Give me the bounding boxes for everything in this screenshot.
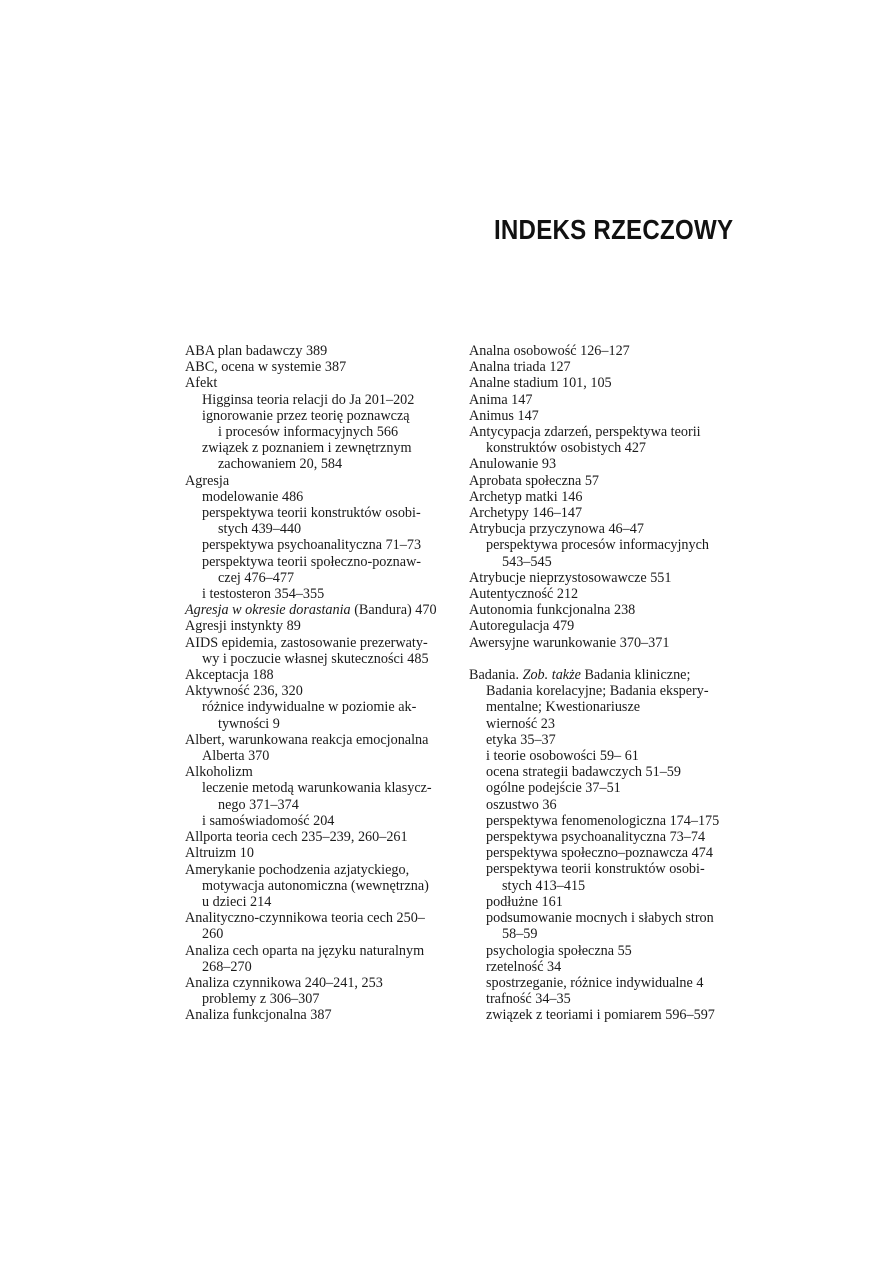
index-entry: Analiza czynnikowa 240–241, 253 (185, 974, 383, 991)
index-entry-continuation: nego 371–374 (218, 796, 299, 813)
index-entry: ABC, ocena w systemie 387 (185, 359, 347, 376)
index-entry-continuation: u dzieci 214 (202, 893, 272, 910)
index-entry: Agresja w okresie dorastania (Bandura) 470 (185, 602, 437, 619)
index-subentry: i testosteron 354–355 (202, 586, 325, 603)
index-entry: Amerykanie pochodzenia azjatyckiego, (185, 861, 410, 878)
index-entry: Badania. Zob. także Badania kliniczne; (469, 667, 691, 684)
index-entry: Awersyjne warunkowanie 370–371 (469, 634, 670, 651)
index-entry: Anulowanie 93 (469, 456, 557, 473)
index-subentry: etyka 35–37 (486, 731, 556, 748)
index-subentry: problemy z 306–307 (202, 991, 320, 1008)
index-subentry: perspektywa fenomenologiczna 174–175 (486, 812, 720, 829)
index-entry: AIDS epidemia, zastosowanie prezerwaty- (185, 634, 428, 651)
index-subentry: trafność 34–35 (486, 991, 571, 1008)
index-subentry: Higginsa teoria relacji do Ja 201–202 (202, 391, 415, 408)
index-subentry: podsumowanie mocnych i słabych stron (486, 910, 714, 927)
index-column-left (185, 343, 447, 1024)
index-subentry: perspektywa psychoanalityczna 73–74 (486, 829, 706, 846)
index-entry: Analna triada 127 (469, 359, 571, 376)
index-entry-continuation: 543–545 (502, 553, 552, 570)
index-entry: Atrybucje nieprzystosowawcze 551 (469, 569, 672, 586)
index-entry: Autoregulacja 479 (469, 618, 575, 635)
index-subentry: modelowanie 486 (202, 488, 304, 505)
index-subentry: psychologia społeczna 55 (486, 942, 632, 959)
index-subentry: związek z teoriami i pomiarem 596–597 (486, 1007, 715, 1024)
index-subentry: perspektywa psychoanalityczna 71–73 (202, 537, 422, 554)
index-entry: Archetyp matki 146 (469, 488, 583, 505)
index-subentry: perspektywa teorii społeczno-poznaw- (202, 553, 422, 570)
index-entry-continuation: zachowaniem 20, 584 (218, 456, 343, 473)
index-entry-continuation: 268–270 (202, 958, 252, 975)
index-subentry: wierność 23 (486, 715, 555, 732)
index-entry: Agresji instynkty 89 (185, 618, 301, 635)
italic-title: Agresja w okresie dorastania (185, 602, 351, 619)
index-entry: Aprobata społeczna 57 (469, 472, 600, 489)
index-entry: Afekt (185, 375, 218, 392)
index-subentry: podłużne 161 (486, 893, 563, 910)
index-subentry: spostrzeganie, różnice indywidualne 4 (486, 974, 704, 991)
index-subentry: leczenie metodą warunkowania klasycz- (202, 780, 432, 797)
index-entry-continuation: mentalne; Kwestionariusze (486, 699, 641, 716)
index-subentry: ogólne podejście 37–51 (486, 780, 621, 797)
index-entry: Antycypacja zdarzeń, perspektywa teorii (469, 424, 701, 441)
index-subentry: różnice indywidualne w poziomie ak- (202, 699, 417, 716)
index-subentry: związek z poznaniem i zewnętrznym (202, 440, 412, 457)
index-subentry: perspektywa teorii konstruktów osobi- (486, 861, 705, 878)
index-subentry: perspektywa procesów informacyjnych (486, 537, 709, 554)
index-subentry: perspektywa społeczno–poznawcza 474 (486, 845, 713, 862)
index-column-right (469, 343, 737, 1024)
index-entry: Agresja (185, 472, 230, 489)
index-entry: Analityczno-czynnikowa teoria cech 250– (185, 910, 425, 927)
index-entry: Anima 147 (469, 391, 533, 408)
index-entry: Alkoholizm (185, 764, 253, 781)
index-subentry: i teorie osobowości 59– 61 (486, 748, 639, 765)
index-entry-continuation: konstruktów osobistych 427 (486, 440, 647, 457)
index-subentry: perspektywa teorii konstruktów osobi- (202, 505, 421, 522)
index-entry: Altruizm 10 (185, 845, 254, 862)
index-entry: Analiza cech oparta na języku naturalnym (185, 942, 425, 959)
index-entry: Atrybucja przyczynowa 46–47 (469, 521, 644, 538)
index-entry-continuation: i procesów informacyjnych 566 (218, 424, 399, 441)
index-entry-continuation: tywności 9 (218, 715, 280, 732)
index-entry: Allporta teoria cech 235–239, 260–261 (185, 829, 408, 846)
index-entry: Analiza funkcjonalna 387 (185, 1007, 332, 1024)
index-entry-continuation: motywacja autonomiczna (wewnętrzna) (202, 877, 429, 894)
index-subentry: rzetelność 34 (486, 958, 562, 975)
page-title: INDEKS RZECZOWY (493, 214, 733, 245)
index-entry: Analne stadium 101, 105 (469, 375, 612, 392)
index-entry: Animus 147 (469, 407, 539, 424)
index-entry: Aktywność 236, 320 (185, 683, 303, 700)
index-subentry: i samoświadomość 204 (202, 812, 335, 829)
index-subentry: ocena strategii badawczych 51–59 (486, 764, 681, 781)
index-entry: Albert, warunkowana reakcja emocjonalna (185, 731, 429, 748)
index-entry-continuation: stych 439–440 (218, 521, 302, 538)
index-entry: ABA plan badawczy 389 (185, 343, 328, 359)
index-entry-continuation: wy i poczucie własnej skuteczności 485 (202, 650, 429, 667)
index-entry: Archetypy 146–147 (469, 505, 583, 522)
index-entry-continuation: Alberta 370 (202, 748, 270, 765)
index-entry: Akceptacja 188 (185, 667, 274, 684)
index-entry-continuation: 58–59 (502, 926, 538, 943)
index-subentry: ignorowanie przez teorię poznawczą (202, 407, 410, 424)
index-entry: Autentyczność 212 (469, 586, 579, 603)
index-entry-continuation: 260 (202, 926, 224, 943)
italic-cross-reference: Zob. także (522, 667, 581, 684)
index-subentry: oszustwo 36 (486, 796, 557, 813)
index-entry-continuation: czej 476–477 (218, 569, 295, 586)
index-entry-continuation: stych 413–415 (502, 877, 586, 894)
index-entry: Analna osobowość 126–127 (469, 343, 630, 359)
index-entry-continuation: Badania korelacyjne; Badania ekspery- (486, 683, 709, 700)
index-entry: Autonomia funkcjonalna 238 (469, 602, 636, 619)
